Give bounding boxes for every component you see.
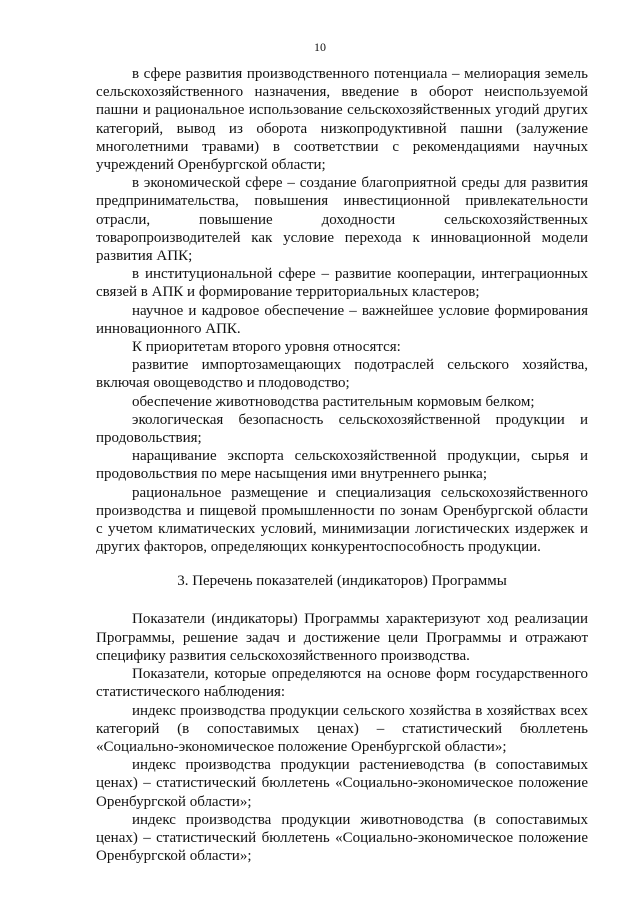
- paragraph: научное и кадровое обеспечение – важнейшее условие формирования инновационного АПК.: [96, 302, 588, 337]
- section-heading: 3. Перечень показателей (индикаторов) Программы: [177, 573, 507, 590]
- paragraph: индекс производства продукции сельского хозяйства в хозяйствах всех категорий (в сопоставимых ценах) – статистический бюллетень «Социально-экономическое положение Оренбургской области»;: [96, 702, 588, 755]
- paragraph: Показатели, которые определяются на основе форм государственного статистического наблюдения:: [96, 666, 588, 701]
- paragraph: экологическая безопасность сельскохозяйственной продукции и продовольствия;: [96, 411, 588, 447]
- paragraph: наращивание экспорта сельскохозяйственной продукции, сырья и продовольствия по мере насыщения ими внутреннего рынка;: [96, 448, 588, 483]
- priorities-section: [96, 65, 588, 556]
- page-number: 10: [314, 40, 326, 54]
- paragraph: Показатели (индикаторы) Программы характеризуют ход реализации Программы, решение задач и достижение цели Программы и отражают специфику развития сельскохозяйственного производства.: [96, 611, 588, 664]
- indicators-section: [96, 610, 588, 865]
- document-body: [96, 65, 588, 865]
- paragraph: в институциональной сфере – развитие кооперации, интеграционных связей в АПК и формирование территориальных кластеров;: [96, 266, 588, 301]
- paragraph: индекс производства продукции животноводства (в сопоставимых ценах) – статистический бюллетень «Социально-экономическое положение Оренбургской области»;: [96, 811, 588, 865]
- paragraph: рациональное размещение и специализация сельскохозяйственного производства и пищевой промышленности по зонам Оренбургской области с учетом климатических условий, минимизации логистических издержек и других факторов, определяющих конкурентоспособность продукции.: [96, 484, 588, 556]
- paragraph: К приоритетам второго уровня относятся:: [132, 339, 401, 356]
- paragraph: обеспечение животноводства растительным кормовым белком;: [132, 393, 535, 410]
- paragraph: индекс производства продукции растениеводства (в сопоставимых ценах) – статистический бюллетень «Социально-экономическое положение Оренбургской области»;: [96, 757, 588, 810]
- paragraph: в сфере развития производственного потенциала – мелиорация земель сельскохозяйственного назначения, введение в оборот неиспользуемой пашни и рациональное использование сельскохозяйственных угодий других категорий, вывод из оборота низкопродуктивной пашни (залужение многолетними травами) в соответствии с рекомендациями научных учреждений Оренбургской области;: [96, 66, 588, 174]
- paragraph: развитие импортозамещающих подотраслей сельского хозяйства, включая овощеводство и плодоводство;: [96, 357, 588, 392]
- paragraph: в экономической сфере – создание благоприятной среды для развития предпринимательства, повышения инвестиционной привлекательности отрасли, повышение доходности сельскохозяйственных товаропроизводителей как условие перехода к инновационной модели развития АПК;: [96, 175, 588, 265]
